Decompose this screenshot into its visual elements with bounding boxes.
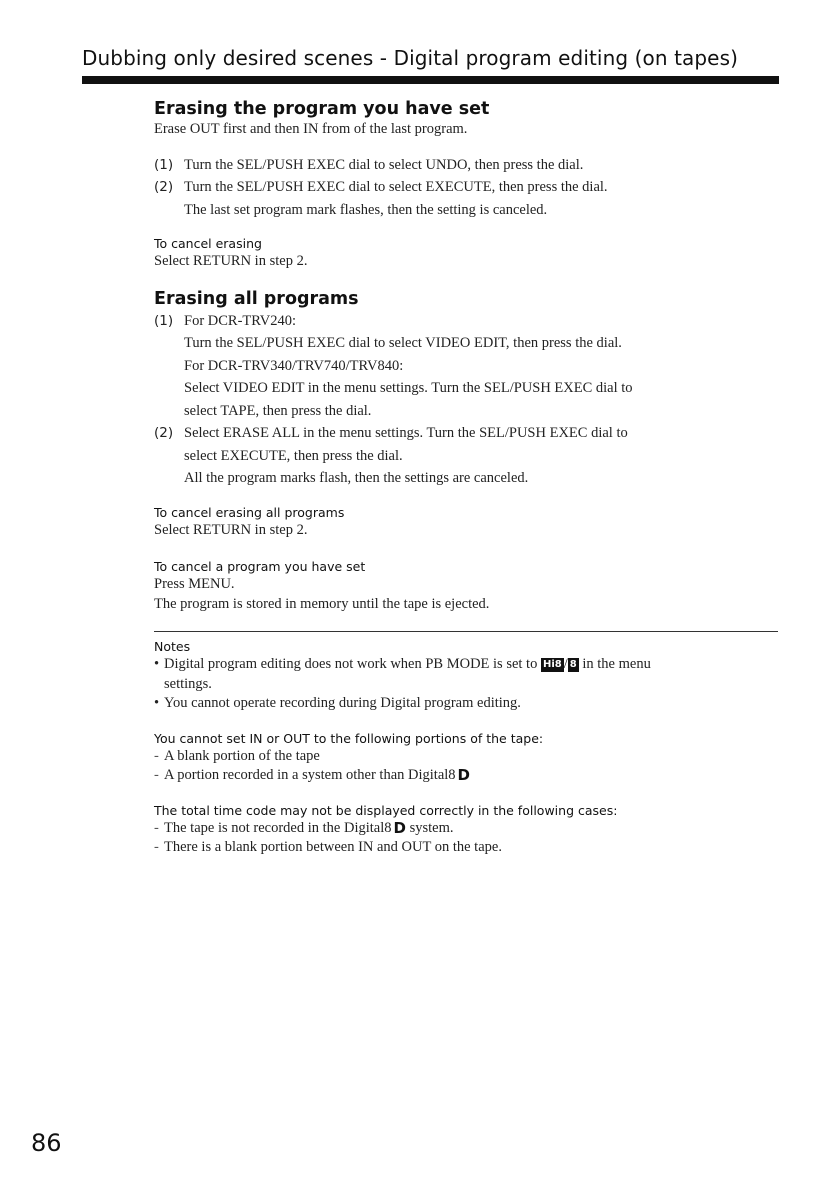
item-text: The tape is not recorded in the Digital8 xyxy=(164,819,392,836)
cancel-program-text: Press MENU. xyxy=(154,576,235,592)
cancel-erasing-text: Select RETURN in step 2. xyxy=(154,253,308,269)
step-2-erase xyxy=(154,176,774,221)
logo-separator: / xyxy=(563,656,568,672)
item-text: system. xyxy=(409,819,454,836)
step-text: The last set program mark flashes, then the setting is canceled. xyxy=(184,201,548,218)
note-item: • You cannot operate recording during Digital program editing. xyxy=(154,695,521,711)
step-number: (1) xyxy=(154,156,174,173)
item-text: A portion recorded in a system other than Digital8 xyxy=(164,767,456,783)
digital8-logo-icon: D xyxy=(393,818,406,837)
note-text: in the menu xyxy=(582,656,651,672)
cancel-erasing-all-text: Select RETURN in step 2. xyxy=(154,521,308,538)
cancel-erasing-heading: To cancel erasing xyxy=(154,236,262,251)
header-rule xyxy=(82,76,779,84)
erase-intro: Erase OUT first and then IN from of the last program. xyxy=(154,121,468,137)
note-text: settings. xyxy=(164,675,212,692)
in-out-item: - A blank portion of the tape xyxy=(154,747,774,767)
item-text: There is a blank portion between IN and OUT on the tape. xyxy=(164,839,502,855)
step-1-erase xyxy=(154,154,774,177)
in-out-item: - A portion recorded in a system other than Digital8 D xyxy=(154,766,470,784)
video8-logo-icon: 8 xyxy=(569,659,577,670)
page-header-title: Dubbing only desired scenes - Digital program editing (on tapes) xyxy=(82,46,739,70)
in-out-heading: You cannot set IN or OUT to the following portions of the tape: xyxy=(154,730,544,746)
cancel-erasing-all-heading: To cancel erasing all programs xyxy=(154,504,345,520)
note-text: Digital program editing does not work when PB MODE is set to xyxy=(164,656,538,672)
note-text: You cannot operate recording during Digital program editing. xyxy=(164,695,521,711)
step-text: Select ERASE ALL in the menu settings. Turn the SEL/PUSH EXEC dial to xyxy=(184,425,628,441)
step-text: For DCR-TRV240: xyxy=(184,312,297,329)
step-text: Turn the SEL/PUSH EXEC dial to select UNDO, then press the dial. xyxy=(184,156,584,173)
step-number: (2) xyxy=(154,425,174,441)
item-text: A blank portion of the tape xyxy=(164,747,320,764)
section-heading-erase-all: Erasing all programs xyxy=(154,288,359,309)
timecode-item: - The tape is not recorded in the Digital8 D system. xyxy=(154,818,454,837)
section-heading-erase-program: Erasing the program you have set xyxy=(154,99,490,119)
step-number: (2) xyxy=(154,179,174,195)
step-text: Select VIDEO EDIT in the menu settings. Turn the SEL/PUSH EXEC dial to xyxy=(184,380,633,396)
step-2-erase-all xyxy=(154,422,774,490)
step-text: Turn the SEL/PUSH EXEC dial to select EXECUTE, then press the dial. xyxy=(184,179,608,195)
cancel-program-heading: To cancel a program you have set xyxy=(154,559,366,574)
timecode-item: - There is a blank portion between IN and OUT on the tape. xyxy=(154,838,774,858)
note-item: • Digital program editing does not work when PB MODE is set to Hi8 / 8 in the menu settings. xyxy=(154,656,651,692)
hi8-logo-icon: Hi8 xyxy=(542,659,562,670)
step-text: For DCR-TRV340/TRV740/TRV840: xyxy=(184,357,404,374)
step-number: (1) xyxy=(154,312,174,329)
step-text: select TAPE, then press the dial. xyxy=(184,402,372,419)
timecode-heading: The total time code may not be displayed correctly in the following cases: xyxy=(154,802,618,818)
step-1-erase-all xyxy=(154,310,774,423)
page-number: 86 xyxy=(31,1129,62,1157)
step-text: select EXECUTE, then press the dial. xyxy=(184,447,403,464)
main-content xyxy=(154,98,774,858)
cancel-program-text: The program is stored in memory until the tape is ejected. xyxy=(154,595,490,612)
digital8-logo-icon: D xyxy=(457,766,470,784)
step-text: All the program marks flash, then the settings are canceled. xyxy=(184,470,529,486)
notes-heading: Notes xyxy=(154,639,191,654)
step-text: Turn the SEL/PUSH EXEC dial to select VIDEO EDIT, then press the dial. xyxy=(184,335,622,351)
